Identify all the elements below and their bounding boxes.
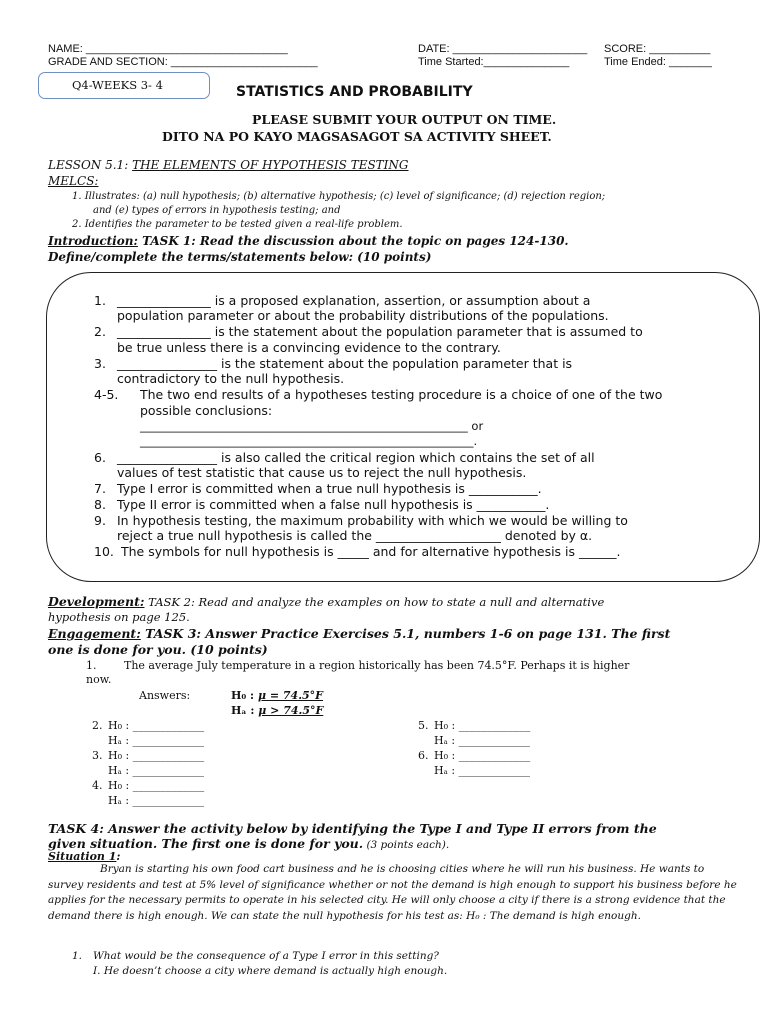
melc-line: 2. Identifies the parameter to be tested given a real-life problem.	[72, 219, 403, 230]
ha-value: μ > 74.5°F	[258, 704, 324, 717]
lesson-label: LESSON 5.1:	[48, 158, 129, 172]
engagement-text-cont: one is done for you. (10 points)	[48, 642, 268, 657]
melc-line: 1. Illustrates: (a) null hypothesis; (b) alternative hypothesis; (c) level of significance; (d) rejection region;	[72, 191, 606, 202]
engagement-label: Engagement:	[48, 626, 141, 641]
def-text: Type I error is committed when a true null hypothesis is ___________.	[117, 481, 542, 496]
development-label: Development:	[48, 594, 145, 609]
def-text: _________________________________________________________ or	[140, 419, 484, 433]
situation-paragraph	[48, 862, 738, 924]
def-text: population parameter or about the probability distributions of the populations.	[117, 308, 609, 323]
task4-line: TASK 4: Answer the activity below by identifying the Type I and Type II errors from the	[48, 821, 657, 836]
blank-number: 4.	[92, 779, 103, 792]
question-text: The average July temperature in a region historically has been 74.5°F. Perhaps it is higher	[124, 659, 630, 672]
h0-blank: H₀ : _____________	[108, 749, 205, 762]
def-text: ________________ is the statement about the population parameter that is	[117, 356, 573, 371]
task4-bold: given situation. The first one is done for you.	[48, 836, 364, 851]
development-text-cont: hypothesis on page 125.	[48, 610, 190, 624]
introduction-line	[48, 234, 569, 248]
development-text: TASK 2: Read and analyze the examples on how to state a null and alternative	[144, 595, 605, 609]
def-text: ________________ is also called the critical region which contains the set of all	[117, 450, 595, 465]
lesson-heading	[48, 158, 409, 172]
grade-section-field: GRADE AND SECTION: ________________________	[48, 56, 318, 68]
situation-text: Bryan is starting his own food cart business and he is choosing cities where he will run his business. He wants to survey residents and test at 5% level of significance whether or not the demand is high enough to support his business before he applies for the necessary permits to operate in his selected city. He will only choose a city if there is a strong evidence that the demand there is high enough. We can state the null hypothesis for his test as: H₀ : The demand is high enough.	[48, 863, 737, 922]
engagement-text: TASK 3: Answer Practice Exercises 5.1, numbers 1-6 on page 131. The first	[140, 626, 671, 641]
blank-number: 3.	[92, 749, 103, 762]
def-number: 3.	[94, 356, 106, 371]
activity-sheet-notice: DITO NA PO KAYO MAGSASAGOT SA ACTIVITY SHEET.	[162, 129, 552, 144]
def-text: _______________ is the statement about the population parameter that is assumed to	[117, 324, 643, 339]
h0-value: μ = 74.5°F	[257, 689, 323, 702]
melcs-label: MELCS:	[48, 174, 99, 188]
def-text: values of test statistic that cause us to reject the null hypothesis.	[117, 465, 527, 480]
time-ended-field: Time Ended: _______	[604, 56, 712, 68]
task4-question: What would be the consequence of a Type I error in this setting?	[93, 950, 439, 962]
def-number: 7.	[94, 481, 106, 496]
h0-answer	[231, 689, 323, 702]
def-text: The symbols for null hypothesis is _____ and for alternative hypothesis is ______.	[121, 544, 621, 559]
ha-blank: Hₐ : _____________	[108, 764, 205, 777]
ha-answer	[231, 704, 323, 717]
def-text: reject a true null hypothesis is called the ____________________ denoted by α.	[117, 528, 593, 543]
def-number: 10.	[94, 544, 114, 559]
def-text: The two end results of a hypotheses testing procedure is a choice of one of the two	[140, 387, 663, 402]
blank-number: 5.	[418, 719, 429, 732]
def-number: 6.	[94, 450, 106, 465]
h0-blank: H₀ : _____________	[108, 719, 205, 732]
ha-blank: Hₐ : _____________	[108, 794, 205, 807]
task4-question-number: 1.	[72, 950, 83, 962]
def-number: 8.	[94, 497, 106, 512]
ha-blank: Hₐ : _____________	[108, 734, 205, 747]
task4-answer: I. He doesn’t choose a city where demand is actually high enough.	[93, 965, 448, 977]
def-text: __________________________________________________________.	[140, 434, 478, 448]
define-instruction: Define/complete the terms/statements below: (10 points)	[48, 250, 432, 264]
answers-label: Answers:	[139, 689, 191, 702]
def-number: 1.	[94, 293, 106, 308]
weeks-label: Q4-WEEKS 3- 4	[72, 78, 163, 92]
h0-blank: H₀ : _____________	[108, 779, 205, 792]
weeks-badge	[38, 72, 210, 99]
def-number: 4-5.	[94, 387, 119, 402]
score-field: SCORE: __________	[604, 43, 711, 55]
situation-label: Situation 1	[48, 850, 117, 863]
def-text: possible conclusions:	[140, 403, 273, 418]
date-field: DATE: ______________________	[418, 43, 588, 55]
submit-notice: PLEASE SUBMIT YOUR OUTPUT ON TIME.	[252, 112, 557, 127]
ha-blank: Hₐ : _____________	[434, 734, 531, 747]
ha-symbol: Hₐ :	[231, 704, 255, 717]
page-title: STATISTICS AND PROBABILITY	[236, 84, 473, 100]
def-text: _______________ is a proposed explanation, assertion, or assumption about a	[117, 293, 591, 308]
h0-blank: H₀ : _____________	[434, 749, 531, 762]
time-started-field: Time Started:______________	[418, 56, 570, 68]
engagement-line	[48, 626, 670, 641]
task4-line-cont	[48, 836, 449, 851]
development-line	[48, 594, 604, 609]
h0-blank: H₀ : _____________	[434, 719, 531, 732]
task4-points: (3 points each).	[363, 839, 450, 851]
def-text: In hypothesis testing, the maximum probability with which we would be willing to	[117, 513, 628, 528]
blank-number: 2.	[92, 719, 103, 732]
h0-symbol: H₀ :	[231, 689, 255, 702]
def-number: 9.	[94, 513, 106, 528]
def-text: be true unless there is a convincing evidence to the contrary.	[117, 340, 501, 355]
introduction-label: Introduction:	[48, 234, 138, 248]
melc-line: and (e) types of errors in hypothesis testing; and	[93, 205, 341, 216]
question-number: 1.	[86, 659, 97, 672]
def-text: Type II error is committed when a false null hypothesis is ___________.	[117, 497, 550, 512]
def-number: 2.	[94, 324, 106, 339]
question-text: now.	[86, 673, 112, 686]
introduction-text: TASK 1: Read the discussion about the topic on pages 124-130.	[137, 234, 569, 248]
situation-colon: :	[116, 850, 121, 863]
def-text: contradictory to the null hypothesis.	[117, 371, 345, 386]
name-field: NAME: _________________________________	[48, 43, 288, 55]
blank-number: 6.	[418, 749, 429, 762]
ha-blank: Hₐ : _____________	[434, 764, 531, 777]
lesson-title: THE ELEMENTS OF HYPOTHESIS TESTING	[132, 158, 409, 172]
